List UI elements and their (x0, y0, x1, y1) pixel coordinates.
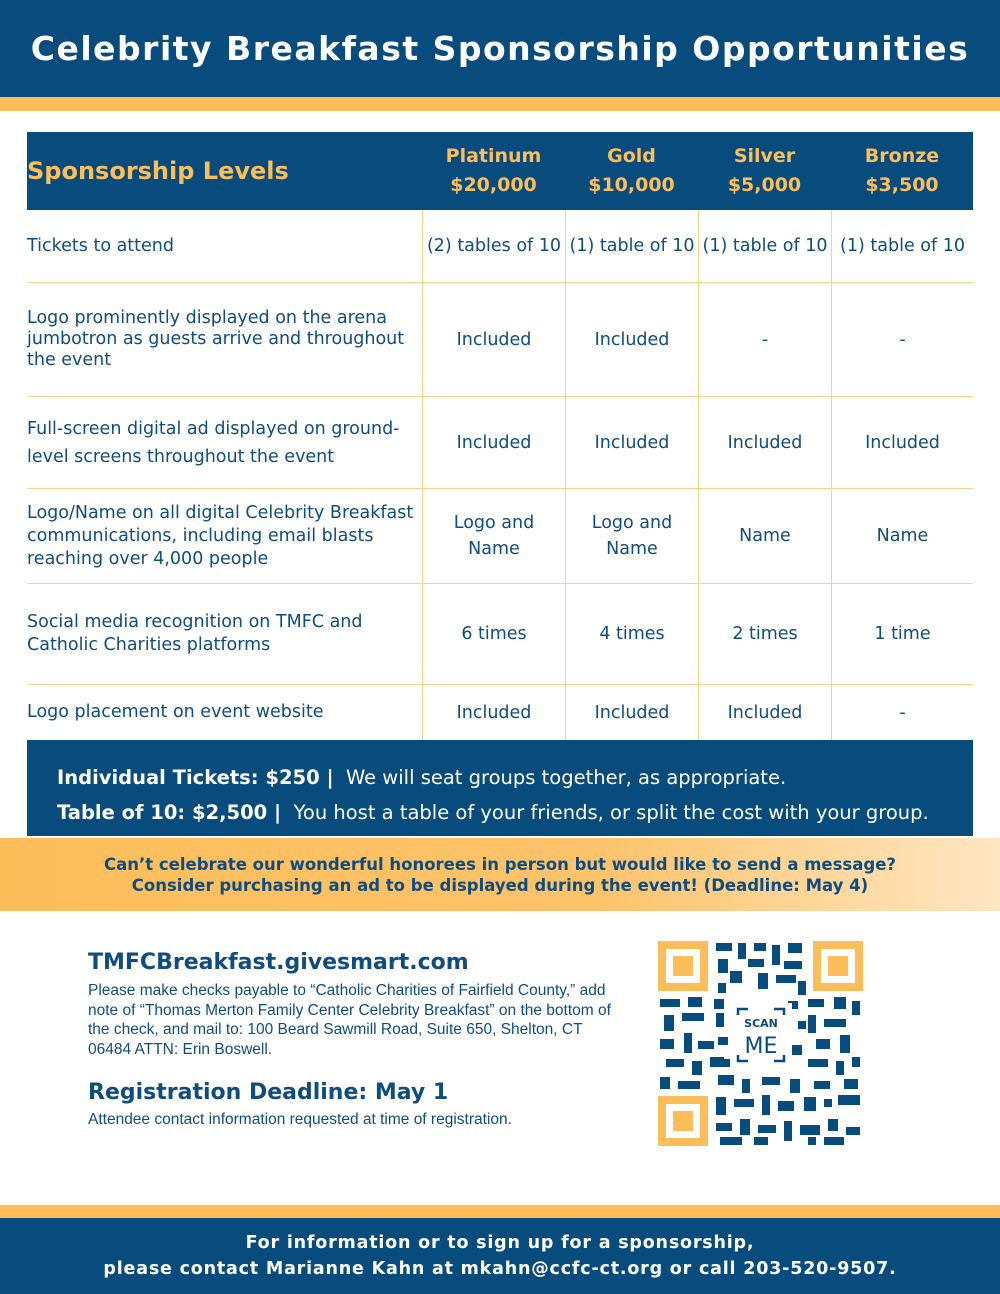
table-cell: Included (422, 397, 565, 488)
table-cell: Name (698, 489, 831, 583)
qr-scan-text: SCAN (744, 1017, 778, 1030)
table-cell: 1 time (831, 584, 973, 684)
table-cell: Included (565, 685, 698, 740)
table-row (27, 685, 973, 740)
page-title: Celebrity Breakfast Sponsorship Opportunities (30, 29, 970, 68)
level-name: Bronze (864, 145, 940, 167)
table-of-ten-text: You host a table of your friends, or split the cost with your group. (293, 801, 929, 824)
registration-info (88, 950, 628, 1128)
level-price: $3,500 (865, 174, 939, 196)
level-price: $5,000 (727, 174, 802, 196)
benefit-label: Logo placement on event website (27, 702, 324, 722)
benefit-label: Logo prominently displayed on the arena jumbotron as guests arrive and throughout the event (27, 308, 405, 370)
table-cell: (1) table of 10 (698, 210, 831, 282)
benefit-label: Tickets to attend (27, 235, 174, 256)
table-cell: Included (422, 685, 565, 740)
table-cell: (2) tables of 10 (422, 210, 565, 282)
table-cell: Included (565, 397, 698, 488)
header-accent-strip (0, 97, 1000, 111)
table-cell: Included (698, 397, 831, 488)
level-platinum (422, 132, 565, 210)
website-link[interactable]: TMFCBreakfast.givesmart.com (88, 950, 469, 975)
levels-header-label: Sponsorship Levels (27, 157, 289, 185)
table-cell: (1) table of 10 (565, 210, 698, 282)
table-cell: Name (831, 489, 973, 583)
table-cell: 2 times (698, 584, 831, 684)
table-cell: Included (698, 685, 831, 740)
qr-code-icon[interactable] (658, 941, 863, 1146)
level-name: Platinum (445, 145, 542, 167)
benefit-label: Social media recognition on TMFC and Catholic Charities platforms (27, 612, 363, 655)
table-row (27, 489, 973, 584)
table-row (27, 283, 973, 397)
footer-accent-strip (0, 1205, 1000, 1218)
table-header (27, 132, 973, 210)
footer-line-2: please contact Marianne Kahn at mkahn@ccfc-ct.org or call 203-520-9507. (103, 1259, 897, 1279)
contact-footer (0, 1218, 1000, 1294)
table-of-ten-label: Table of 10: $2,500 | (57, 801, 282, 824)
ticket-pricing-box (27, 740, 973, 836)
level-price: $10,000 (588, 174, 675, 196)
check-instructions: Please make checks payable to “Catholic Charities of Fairfield County,” add note of “Thomas Merton Family Center Celebrity Breakfast” on the bottom of the check, and mail to: 100 Beard Sawmill Road, Suite 650, Shelton, CT 06484 ATTN: Erin Boswell. (88, 982, 611, 1058)
table-row (27, 584, 973, 685)
table-cell: Included (422, 283, 565, 396)
ad-callout-line-2: Consider purchasing an ad to be displayed during the event! (Deadline: May 4) (131, 875, 869, 895)
sponsorship-table (27, 132, 973, 740)
table-cell: 6 times (422, 584, 565, 684)
table-cell: Logo and Name (422, 489, 565, 583)
table-cell: - (831, 283, 973, 396)
table-cell: 4 times (565, 584, 698, 684)
table-cell: - (698, 283, 831, 396)
footer-line-1: For information or to sign up for a sponsorship, (245, 1233, 755, 1253)
level-name: Gold (607, 145, 656, 167)
table-cell: (1) table of 10 (831, 210, 973, 282)
table-row (27, 397, 973, 489)
table-of-ten-line (57, 795, 973, 830)
table-cell: Included (565, 283, 698, 396)
individual-tickets-label: Individual Tickets: $250 | (57, 766, 334, 789)
table-cell: - (831, 685, 973, 740)
ad-callout-band (0, 838, 1000, 911)
level-name: Silver (733, 145, 796, 167)
level-silver (698, 132, 831, 210)
table-cell: Included (831, 397, 973, 488)
level-price: $20,000 (450, 174, 537, 196)
ad-callout-line-1: Can’t celebrate our wonderful honorees in person but would like to send a message? (104, 854, 896, 874)
benefit-label: Full-screen digital ad displayed on ground-level screens throughout the event (27, 418, 400, 467)
level-gold (565, 132, 698, 210)
registration-note: Attendee contact information requested at time of registration. (88, 1111, 512, 1128)
individual-tickets-text: We will seat groups together, as appropriate. (345, 766, 787, 789)
individual-tickets-line (57, 760, 973, 795)
benefit-label: Logo/Name on all digital Celebrity Breakfast communications, including email blasts reaching over 4,000 people (27, 502, 414, 569)
level-bronze (831, 132, 973, 210)
title-banner (0, 0, 1000, 97)
qr-me-text: ME (744, 1034, 778, 1059)
table-row (27, 210, 973, 283)
table-cell: Logo and Name (565, 489, 698, 583)
registration-deadline: Registration Deadline: May 1 (88, 1080, 449, 1105)
